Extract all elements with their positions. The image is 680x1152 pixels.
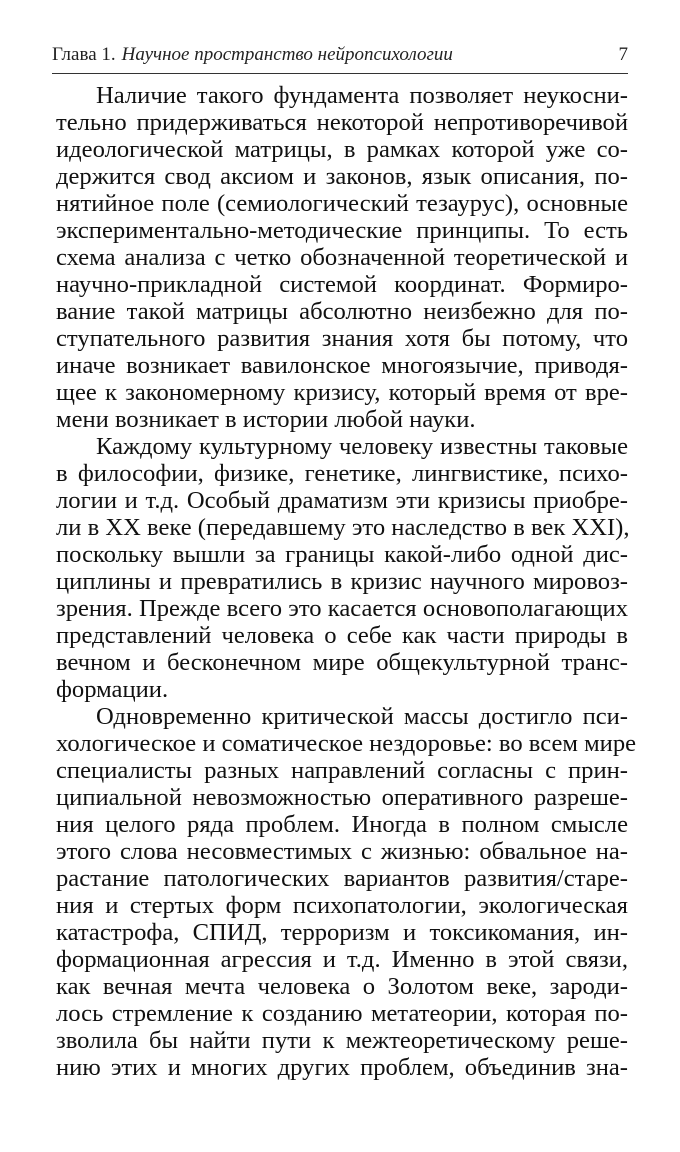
- text-line: формационная агрессия и т.д. Именно в этой связи,: [56, 946, 628, 973]
- text-line: Одновременно критической массы достигло пси-: [96, 703, 628, 730]
- text-line: ли в XX веке (передавшему это наследство в век XXI),: [56, 514, 630, 541]
- text-line: циплины и превратились в кризис научного мировоз-: [56, 568, 628, 595]
- text-line: научно-прикладной системой координат. Формиро-: [56, 271, 628, 298]
- text-line: тельно придерживаться некоторой непротиворечивой: [56, 109, 628, 136]
- text-line: ступательного развития знания хотя бы потому, что: [56, 325, 628, 352]
- text-line: этого слова несовместимых с жизнью: обвальное на-: [56, 838, 628, 865]
- paragraph-3: [56, 703, 637, 1081]
- header-rule: [52, 73, 628, 74]
- text-line: зволила бы найти пути к межтеоретическому реше-: [56, 1027, 628, 1054]
- text-line: специалисты разных направлений согласны с прин-: [56, 757, 628, 784]
- text-line: ципиальной невозможностью оперативного разреше-: [56, 784, 628, 811]
- chapter-title: Научное пространство нейропсихологии: [121, 44, 453, 65]
- body-text: [56, 82, 637, 1081]
- paragraph-1: [56, 82, 628, 433]
- text-line: формации.: [56, 676, 169, 703]
- text-line: вание такой матрицы абсолютно неизбежно для по-: [56, 298, 628, 325]
- text-line: логии и т.д. Особый драматизм эти кризисы приобре-: [56, 487, 628, 514]
- text-line: Наличие такого фундамента позволяет неукосни-: [96, 82, 628, 109]
- text-line: ния и стертых форм психопатологии, экологическая: [56, 892, 628, 919]
- text-line: экспериментально-методические принципы. То есть: [56, 217, 628, 244]
- running-head: [52, 40, 628, 70]
- paragraph-2: [56, 433, 628, 703]
- text-line: в философии, физике, генетике, лингвистике, психо-: [56, 460, 628, 487]
- text-line: поскольку вышли за границы какой-либо одной дис-: [56, 541, 628, 568]
- page-number: 7: [618, 44, 628, 65]
- text-line: лось стремление к созданию метатеории, которая по-: [56, 1000, 628, 1027]
- text-line: нию этих и многих других проблем, объединив зна-: [56, 1054, 628, 1081]
- text-line: зрения. Прежде всего это касается основополагающих: [56, 595, 628, 622]
- text-line: растание патологических вариантов развития/старе-: [56, 865, 628, 892]
- text-line: Каждому культурному человеку известны таковые: [96, 433, 628, 460]
- text-line: иначе возникает вавилонское многоязычие, приводя-: [56, 352, 628, 379]
- text-line: хологическое и соматическое нездоровье: во всем мире: [56, 730, 637, 757]
- text-line: щее к закономерному кризису, который время от вре-: [56, 379, 628, 406]
- text-line: ния целого ряда проблем. Иногда в полном смысле: [56, 811, 628, 838]
- text-line: представлений человека о себе как части природы в: [56, 622, 628, 649]
- text-line: мени возникает в истории любой науки.: [56, 406, 476, 433]
- text-line: как вечная мечта человека о Золотом веке, зароди-: [56, 973, 628, 1000]
- text-line: схема анализа с четко обозначенной теоретической и: [56, 244, 628, 271]
- text-line: идеологической матрицы, в рамках которой уже со-: [56, 136, 628, 163]
- text-line: держится свод аксиом и законов, язык описания, по-: [56, 163, 628, 190]
- chapter-label: Глава 1.: [52, 44, 116, 65]
- text-line: катастрофа, СПИД, терроризм и токсикомания, ин-: [56, 919, 628, 946]
- text-line: вечном и бесконечном мире общекультурной транс-: [56, 649, 628, 676]
- text-line: нятийное поле (семиологический тезаурус), основные: [56, 190, 628, 217]
